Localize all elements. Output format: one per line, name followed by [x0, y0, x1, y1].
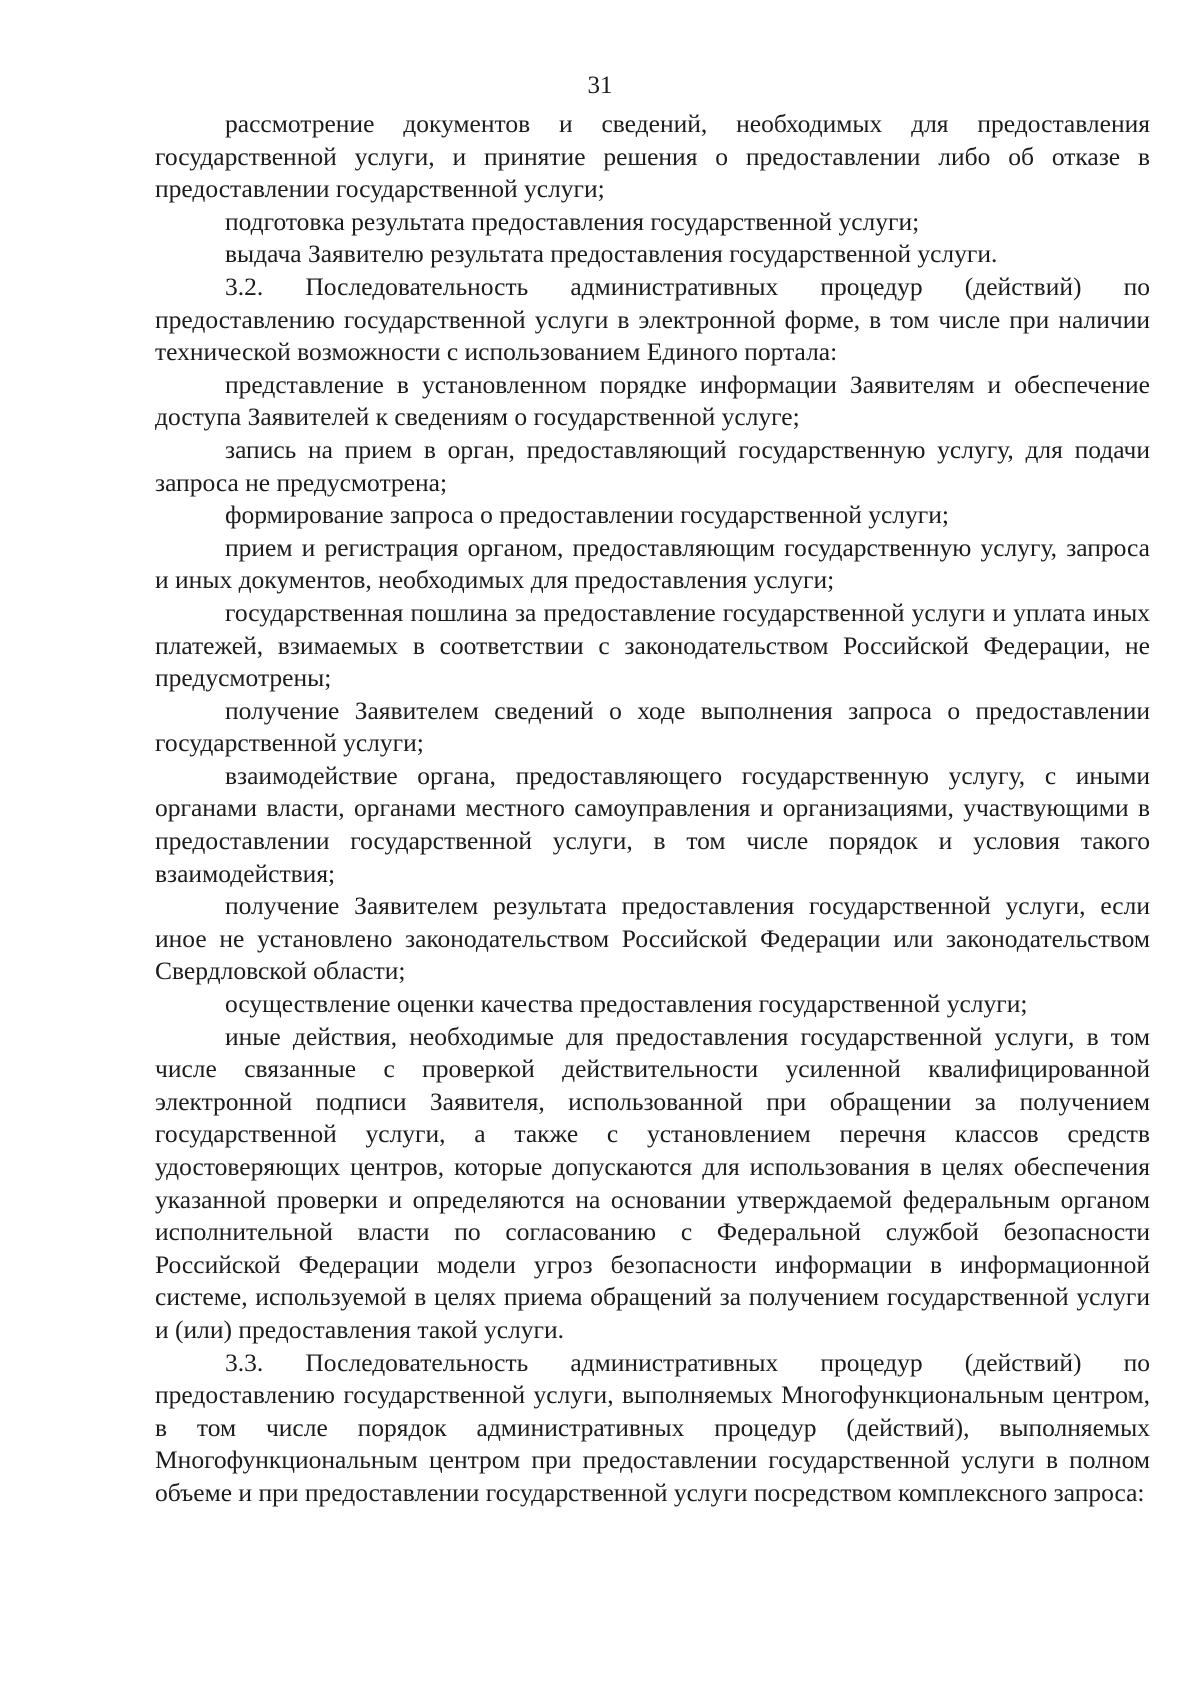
paragraph: представление в установленном порядке информации Заявителям и обеспечение доступа Заявителей к сведениям о государственной услуге; — [155, 369, 1150, 432]
paragraph: государственная пошлина за предоставление государственной услуги и уплата иных платежей, взимаемых в соответствии с законодательством Российской Федерации, не предусмотрены; — [155, 597, 1150, 693]
paragraph: запись на прием в орган, предоставляющий государственную услугу, для подачи запроса не предусмотрена; — [155, 434, 1150, 497]
paragraph: прием и регистрация органом, предоставляющим государственную услугу, запроса и иных документов, необходимых для предоставления услуги; — [155, 532, 1150, 595]
paragraph: рассмотрение документов и сведений, необходимых для предоставления государственной услуги, и принятие решения о предоставлении либо об отказе в предоставлении государственной услуги; — [155, 109, 1150, 204]
paragraph: получение Заявителем результата предоставления государственной услуги, если иное не установлено законодательством Российской Федерации или законодательством Свердловской области; — [155, 891, 1150, 986]
paragraph: подготовка результата предоставления государственной услуги; — [225, 206, 920, 236]
paragraph: формирование запроса о предоставлении государственной услуги; — [225, 500, 949, 530]
paragraph: выдача Заявителю результата предоставления государственной услуги. — [225, 239, 998, 269]
paragraph: получение Заявителем сведений о ходе выполнения запроса о предоставлении государственной услуги; — [155, 695, 1150, 758]
page-number: 31 — [587, 72, 613, 99]
paragraph: взаимодействие органа, предоставляющего государственную услугу, с иными органами власти, органами местного самоуправления и организациями, участвующими в предоставлении государственной услуги, в том числе порядок и условия такого взаимодействия; — [155, 760, 1150, 888]
paragraph: иные действия, необходимые для предоставления государственной услуги, в том числе связанные с проверкой действительности усиленной квалифицированной электронной подписи Заявителя, использованной при обращении за получением государственной услуги, а также с установлением перечня классов средств удостоверяющих центров, которые допускаются для использования в целях обеспечения указанной проверки и определяются на основании утверждаемой федеральным органом исполнительной власти по согласованию с Федеральной службой безопасности Российской Федерации модели угроз безопасности информации в информационной системе, используемой в целях приема обращений за получением государственной услуги и (или) предоставления такой услуги. — [155, 1021, 1150, 1344]
section-paragraph: 3.3. Последовательность административных процедур (действий) по предоставлению государственной услуги, выполняемых Многофункциональным центром, в том числе порядок административных процедур (действий), выполняемых Многофункциональным центром при предоставлении государственной услуги в полном объеме и при предоставлении государственной услуги посредством комплексного запроса: — [155, 1347, 1150, 1507]
section-paragraph: 3.2. Последовательность административных процедур (действий) по предоставлению государственной услуги в электронной форме, в том числе при наличии технической возможности с использованием Единого портала: — [155, 271, 1150, 367]
document-body — [155, 108, 1150, 1510]
paragraph: осуществление оценки качества предоставления государственной услуги; — [225, 989, 1028, 1019]
